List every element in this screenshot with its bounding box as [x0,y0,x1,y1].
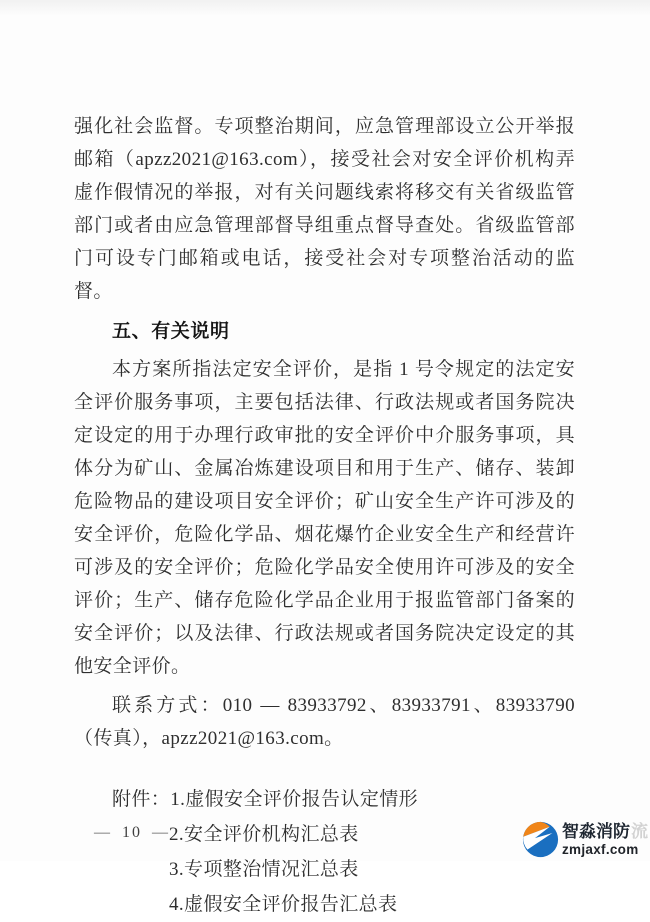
attachment-item-3: 3.专项整治情况汇总表 [169,859,359,880]
page-number [94,824,170,842]
attachment-item-2: 2.安全评价机构汇总表 [169,824,359,845]
attachments-label: 附件： [112,789,171,810]
attachment-item-1: 1.虚假安全评价报告认定情形 [170,789,419,810]
section-heading-notes: 五、有关说明 [112,321,230,342]
attachments-list [74,782,575,922]
attachment-line-1 [74,782,575,817]
attachment-item-4: 4.虚假安全评价报告汇总表 [169,894,398,915]
page-number-value: 10 [122,824,142,841]
watermark-text [562,823,648,857]
page-number-dash-left: — [94,824,112,841]
watermark-brand-name: 智淼消防 [562,821,630,841]
paragraph-contact-info: 联系方式：010 — 83933792、83933791、83933790（传真），apzz2021@163.com。 [74,695,575,749]
paragraph-legal-definition: 本方案所指法定安全评价，是指 1 号令规定的法定安全评价服务事项，主要包括法律、行政法规或者国务院决定设定的用于办理行政审批的安全评价中介服务事项，具体分为矿山、金属冶炼建设项目和用于生产、储存、装卸危险物品的建设项目安全评价；矿山安全生产许可涉及的安全评价，危险化学品、烟花爆竹企业安全生产和经营许可涉及的安全评价；危险化学品安全使用许可涉及的安全评价；生产、储存危险化学品企业用于报监管部门备案的安全评价；以及法律、行政法规或者国务院决定设定的其他安全评价。 [74,359,575,677]
watermark-brand-block [522,821,648,858]
page-number-dash-right: — [152,824,170,841]
watermark-ghost-char: 流 [631,821,648,841]
watermark-domain: zmjaxf.com [562,841,639,857]
zhimiao-logo-icon [522,821,559,858]
paragraph-social-supervision: 强化社会监督。专项整治期间，应急管理部设立公开举报邮箱（apzz2021@163.com），接受社会对安全评价机构弄虚作假情况的举报，对有关问题线索将移交有关省级监管部门或者由应急管理部督导组重点督导查处。省级监管部门可设专门邮箱或电话，接受社会对专项整治活动的监督。 [74,116,575,302]
